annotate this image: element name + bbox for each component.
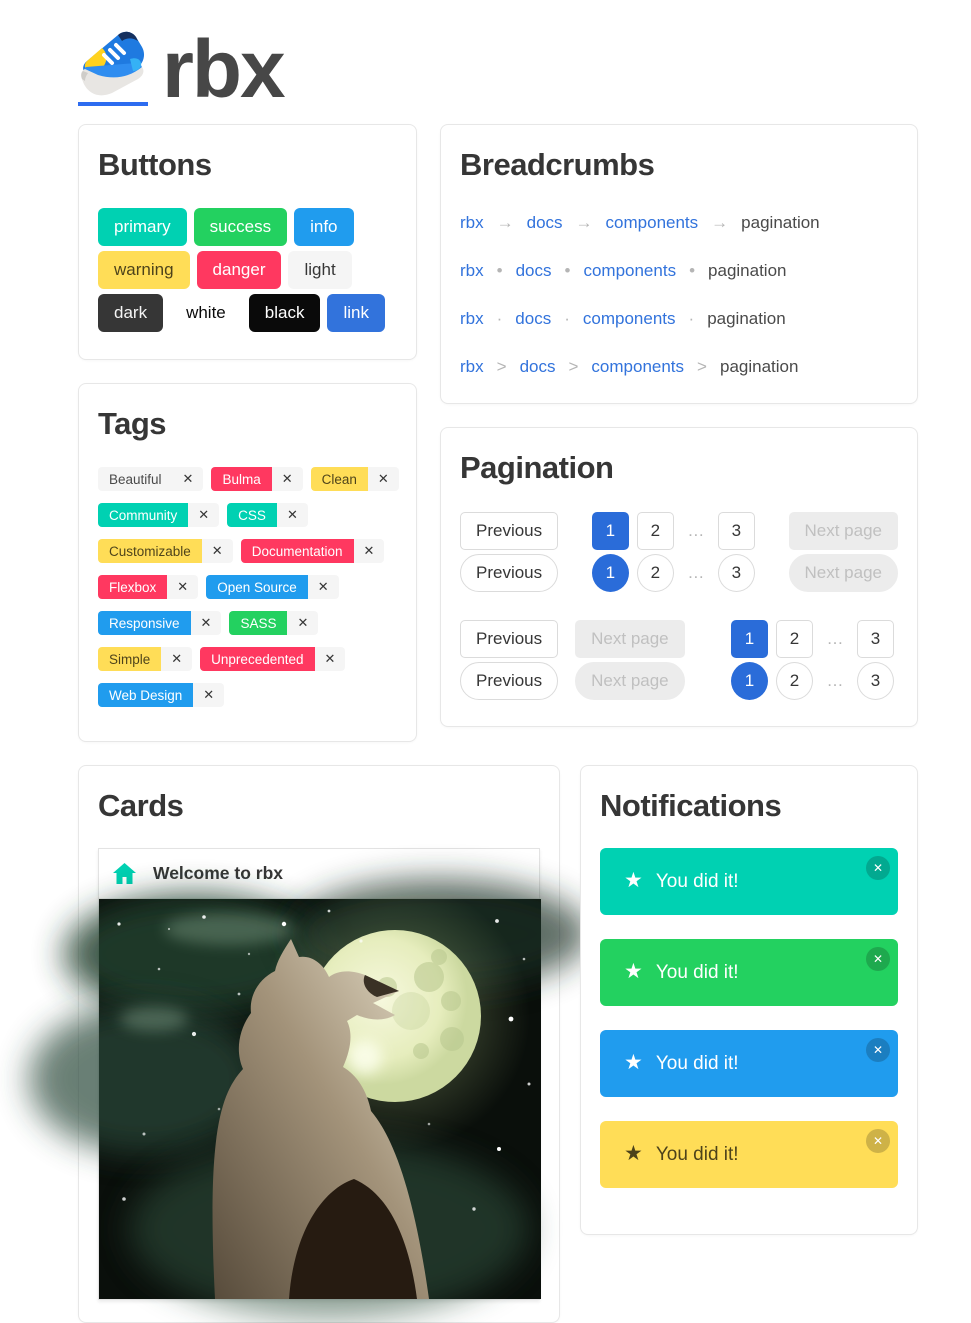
notification-success <box>600 939 898 1006</box>
tag-label: Documentation <box>241 539 354 563</box>
next-page-button-disabled[interactable]: Next page <box>789 512 899 550</box>
star-icon: ★ <box>624 1051 643 1074</box>
tag-label: Open Source <box>206 575 308 599</box>
delete-icon[interactable]: ✕ <box>272 467 303 491</box>
pagination-ellipsis: … <box>687 521 705 540</box>
breadcrumb-link-rbx[interactable]: rbx <box>460 213 484 232</box>
tags-panel <box>78 383 417 742</box>
breadcrumb-link-docs[interactable]: docs <box>526 213 563 232</box>
tag-group <box>98 503 219 527</box>
previous-button[interactable]: Previous <box>460 512 558 550</box>
pagination-panel <box>440 427 918 727</box>
breadcrumbs-panel-title: Breadcrumbs <box>460 147 655 182</box>
page-2[interactable]: 2 <box>637 554 674 592</box>
page-1-current[interactable]: 1 <box>731 620 768 658</box>
page-3[interactable]: 3 <box>857 620 894 658</box>
bullet-separator-icon: • <box>496 261 503 280</box>
tag-group <box>200 647 345 671</box>
delete-icon[interactable]: ✕ <box>308 575 339 599</box>
succeeds-separator-icon: > <box>496 357 507 376</box>
page-1-current[interactable]: 1 <box>731 662 768 700</box>
arrow-separator-icon: → <box>711 213 729 232</box>
breadcrumb-link-components[interactable]: components <box>582 309 676 328</box>
breadcrumb-current: pagination <box>708 261 787 280</box>
tag-label: Flexbox <box>98 575 167 599</box>
notification-message: You did it! <box>655 1143 739 1165</box>
notification-message: You did it! <box>655 870 739 892</box>
breadcrumb-bullet-separator <box>460 261 898 281</box>
breadcrumb-arrow-separator <box>460 213 898 233</box>
breadcrumb-link-components[interactable]: components <box>591 357 685 376</box>
dot-separator-icon: · <box>496 309 503 328</box>
tag-group <box>98 467 203 491</box>
delete-icon[interactable]: ✕ <box>173 467 204 491</box>
breadcrumb-link-rbx[interactable]: rbx <box>460 261 484 280</box>
home-icon <box>113 863 136 884</box>
tag-label: Beautiful <box>98 467 173 491</box>
button-light[interactable]: light <box>288 251 351 289</box>
breadcrumb-link-rbx[interactable]: rbx <box>460 357 484 376</box>
pagination-rounded-centered <box>460 554 898 592</box>
breadcrumb-succeeds-separator <box>460 357 898 377</box>
page-2[interactable]: 2 <box>776 662 813 700</box>
tags-panel-title: Tags <box>98 406 167 441</box>
tag-group <box>98 539 233 563</box>
succeeds-separator-icon: > <box>697 357 707 376</box>
notifications-panel-title: Notifications <box>600 788 782 823</box>
pagination-panel-title: Pagination <box>460 450 614 485</box>
cards-panel <box>78 765 560 1323</box>
breadcrumb-current: pagination <box>719 357 799 376</box>
pagination-ellipsis: … <box>687 563 705 582</box>
delete-icon[interactable]: ✕ <box>188 503 219 527</box>
card-title: Welcome to rbx <box>153 863 283 883</box>
delete-icon[interactable]: ✕ <box>167 575 198 599</box>
page-3[interactable]: 3 <box>857 662 894 700</box>
breadcrumb-current: pagination <box>741 213 820 232</box>
tag-group <box>227 503 308 527</box>
page-1-current[interactable]: 1 <box>592 554 629 592</box>
button-primary[interactable]: primary <box>98 208 187 246</box>
delete-icon[interactable]: ✕ <box>161 647 192 671</box>
dot-separator-icon: · <box>564 309 570 328</box>
tag-group <box>241 539 385 563</box>
welcome-card <box>98 848 540 1300</box>
tag-label: Clean <box>311 467 368 491</box>
breadcrumb-link-rbx[interactable]: rbx <box>460 309 484 328</box>
tag-label: Simple <box>98 647 161 671</box>
tag-group <box>98 647 192 671</box>
notification-message: You did it! <box>655 961 739 983</box>
arrow-separator-icon: → <box>575 213 593 232</box>
bullet-separator-icon: • <box>564 261 571 280</box>
pagination-rounded-right <box>460 662 898 700</box>
star-icon: ★ <box>624 869 643 892</box>
delete-icon[interactable]: ✕ <box>191 611 222 635</box>
tag-label: Responsive <box>98 611 191 635</box>
tag-group <box>211 467 302 491</box>
delete-icon[interactable]: ✕ <box>315 647 346 671</box>
previous-button[interactable]: Previous <box>460 554 558 592</box>
tag-label: Unprecedented <box>200 647 314 671</box>
pagination-square-right <box>460 620 898 658</box>
delete-icon[interactable]: ✕ <box>193 683 224 707</box>
pagination-ellipsis: … <box>826 629 844 648</box>
breadcrumb-link-docs[interactable]: docs <box>515 261 552 280</box>
notification-message: You did it! <box>655 1052 739 1074</box>
close-icon[interactable]: ✕ <box>866 1129 890 1153</box>
breadcrumb-current: pagination <box>707 309 786 328</box>
arrow-separator-icon: → <box>496 213 514 232</box>
tag-group <box>206 575 338 599</box>
tag-label: Web Design <box>98 683 193 707</box>
brand-title: rbx <box>162 24 284 116</box>
tag-label: Customizable <box>98 539 202 563</box>
page-3[interactable]: 3 <box>718 512 755 550</box>
previous-button[interactable]: Previous <box>460 620 558 658</box>
star-icon: ★ <box>624 960 643 983</box>
tag-group <box>311 467 399 491</box>
button-link[interactable]: link <box>327 294 385 332</box>
breadcrumb-link-components[interactable]: components <box>583 261 677 280</box>
previous-button[interactable]: Previous <box>460 662 558 700</box>
breadcrumbs-panel <box>440 124 918 404</box>
next-page-button-disabled[interactable]: Next page <box>575 662 685 700</box>
buttons-panel <box>78 124 417 360</box>
delete-icon[interactable]: ✕ <box>354 539 385 563</box>
notifications-panel <box>580 765 918 1235</box>
delete-icon[interactable]: ✕ <box>277 503 308 527</box>
tag-label: Bulma <box>211 467 271 491</box>
tag-group <box>98 611 221 635</box>
close-icon[interactable]: ✕ <box>866 856 890 880</box>
dot-separator-icon: · <box>688 309 695 328</box>
succeeds-separator-icon: > <box>568 357 579 376</box>
tag-label: CSS <box>227 503 277 527</box>
tag-group <box>98 683 224 707</box>
breadcrumb-link-docs[interactable]: docs <box>519 357 556 376</box>
cards-panel-title: Cards <box>98 788 184 823</box>
notification-info <box>600 1030 898 1097</box>
breadcrumb-dot-separator <box>460 309 898 329</box>
sneaker-icon <box>78 86 148 103</box>
delete-icon[interactable]: ✕ <box>368 467 399 491</box>
breadcrumb-link-docs[interactable]: docs <box>515 309 552 328</box>
tag-group <box>98 575 198 599</box>
buttons-panel-title: Buttons <box>98 147 212 182</box>
tag-label: Community <box>98 503 188 527</box>
button-dark[interactable]: dark <box>98 294 163 332</box>
bullet-separator-icon: • <box>689 261 696 280</box>
breadcrumb-link-components[interactable]: components <box>605 213 699 232</box>
next-page-button-disabled[interactable]: Next page <box>789 554 899 592</box>
page-2[interactable]: 2 <box>637 512 674 550</box>
tag-label: SASS <box>229 611 287 635</box>
wolf-moon-image <box>99 899 539 1299</box>
page-3[interactable]: 3 <box>718 554 755 592</box>
next-page-button-disabled[interactable]: Next page <box>575 620 685 658</box>
notification-warning <box>600 1121 898 1188</box>
close-icon[interactable]: ✕ <box>866 947 890 971</box>
button-white[interactable]: white <box>170 294 242 332</box>
button-success[interactable]: success <box>194 208 287 246</box>
tag-group <box>229 611 318 635</box>
star-icon: ★ <box>624 1142 643 1165</box>
delete-icon[interactable]: ✕ <box>202 539 233 563</box>
page-1-current[interactable]: 1 <box>592 512 629 550</box>
delete-icon[interactable]: ✕ <box>287 611 318 635</box>
button-info[interactable]: info <box>294 208 353 246</box>
header <box>78 16 918 116</box>
close-icon[interactable]: ✕ <box>866 1038 890 1062</box>
pagination-ellipsis: … <box>826 671 844 690</box>
pagination-square-centered <box>460 512 898 550</box>
page-2[interactable]: 2 <box>776 620 813 658</box>
notification-primary <box>600 848 898 915</box>
button-warning[interactable]: warning <box>98 251 190 289</box>
button-danger[interactable]: danger <box>197 251 282 289</box>
logo-link[interactable] <box>78 23 148 106</box>
button-black[interactable]: black <box>249 294 321 332</box>
